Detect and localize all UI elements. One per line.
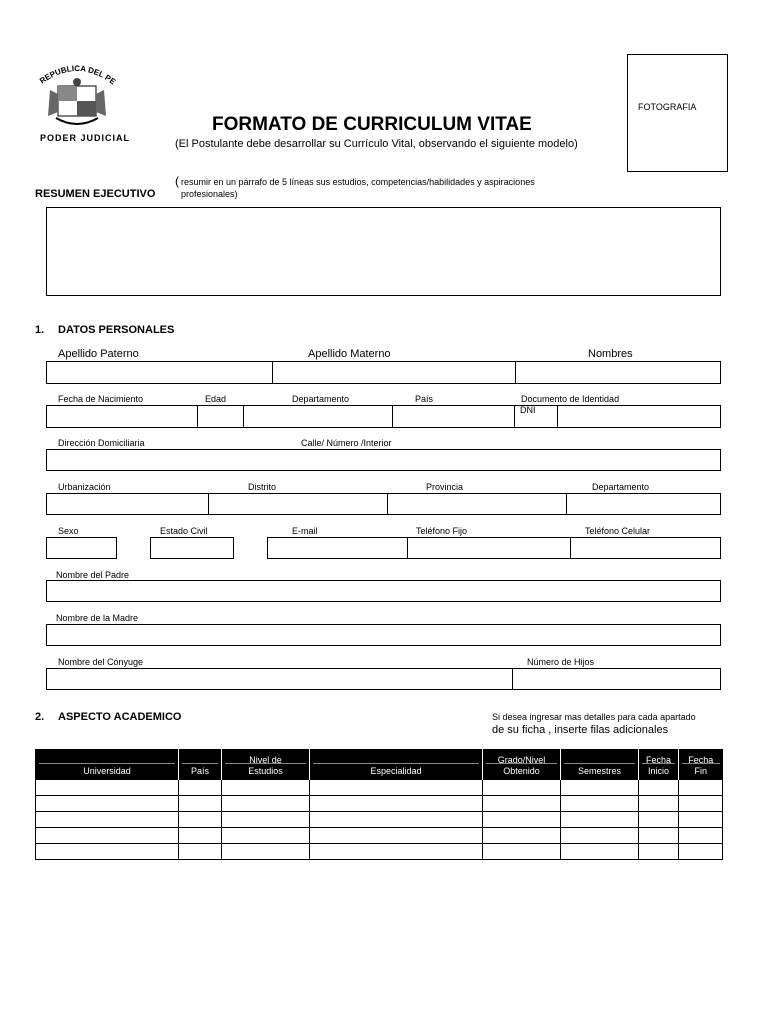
institution-name: PODER JUDICIAL: [40, 133, 131, 143]
resumen-instruction-line2: profesionales): [181, 189, 238, 199]
table-cell[interactable]: [561, 780, 639, 796]
table-cell[interactable]: [222, 780, 310, 796]
page-title: FORMATO DE CURRICULUM VITAE: [212, 114, 532, 135]
dni-input[interactable]: [558, 406, 720, 427]
photo-box[interactable]: [627, 54, 728, 172]
table-cell[interactable]: [179, 828, 222, 844]
table-row: [36, 796, 723, 812]
table-cell[interactable]: [310, 780, 483, 796]
table-row: [36, 828, 723, 844]
departamento2-label: Departamento: [592, 482, 650, 492]
table-cell[interactable]: [310, 844, 483, 860]
table-cell[interactable]: [36, 796, 179, 812]
table-cell[interactable]: [639, 780, 679, 796]
academic-col-header: [222, 749, 310, 780]
telefono-celular-input[interactable]: [571, 538, 720, 558]
table-cell[interactable]: [483, 844, 561, 860]
resumen-textarea[interactable]: [46, 207, 721, 296]
academic-col-header-line1: Grado/Nivel: [497, 755, 546, 765]
nombre-conyuge-label: Nombre del Cónyuge: [58, 657, 144, 667]
table-cell[interactable]: [679, 828, 723, 844]
apellido-paterno-label: Apellido Paterno: [58, 348, 139, 360]
pais-label: País: [415, 394, 434, 404]
academic-col-header-line1: Fecha: [688, 755, 714, 765]
table-row: [36, 844, 723, 860]
section-1-number: 1.: [35, 324, 45, 336]
academic-note-line2: de su ficha , inserte filas adicionales: [492, 724, 669, 736]
table-cell[interactable]: [483, 780, 561, 796]
fecha-nacimiento-label: Fecha de Nacimiento: [58, 394, 144, 404]
email-input[interactable]: [268, 538, 406, 558]
table-cell[interactable]: [179, 780, 222, 796]
provincia-input[interactable]: [388, 494, 566, 514]
table-cell[interactable]: [561, 828, 639, 844]
nombre-madre-label: Nombre de la Madre: [56, 613, 139, 623]
academic-col-header-line2: Semestres: [577, 766, 621, 776]
distrito-input[interactable]: [209, 494, 387, 514]
section-2-heading: ASPECTO ACADEMICO: [58, 711, 182, 723]
academic-col-header: [483, 749, 561, 780]
apellido-paterno-input[interactable]: [47, 362, 271, 383]
table-cell[interactable]: [679, 796, 723, 812]
sexo-input[interactable]: [46, 537, 117, 559]
estado-civil-label: Estado Civil: [160, 526, 208, 536]
urbanizacion-input[interactable]: [47, 494, 207, 514]
section-1-heading: DATOS PERSONALES: [58, 324, 175, 336]
urbanizacion-label: Urbanización: [58, 482, 111, 492]
direccion-label: Dirección Domiciliaria: [58, 438, 145, 448]
academic-col-header-line2: Especialidad: [370, 766, 422, 776]
academic-table-header: [36, 749, 723, 780]
telefono-celular-label: Teléfono Celular: [585, 526, 651, 536]
academic-col-header-line2: Estudios: [248, 766, 283, 776]
table-cell[interactable]: [639, 796, 679, 812]
page-subtitle: (El Postulante debe desarrollar su Currículo Vital, observando el siguiente modelo): [175, 138, 578, 150]
academic-col-header-line2: Universidad: [83, 766, 131, 776]
fecha-nacimiento-input[interactable]: [47, 406, 196, 427]
table-cell[interactable]: [679, 780, 723, 796]
sexo-label: Sexo: [58, 526, 79, 536]
apellido-materno-label: Apellido Materno: [308, 348, 391, 360]
academic-col-header: [36, 749, 179, 780]
email-label: E-mail: [292, 526, 318, 536]
section-2-number: 2.: [35, 711, 45, 723]
table-cell[interactable]: [639, 812, 679, 828]
academic-col-header-line2: País: [190, 766, 209, 776]
table-cell[interactable]: [222, 844, 310, 860]
calle-label: Calle/ Número /Interior: [301, 438, 392, 448]
academic-col-header-line1: Fecha: [645, 755, 671, 765]
academic-col-header-line2: Inicio: [647, 766, 669, 776]
table-cell[interactable]: [222, 812, 310, 828]
table-row: [36, 780, 723, 796]
departamento-label: Departamento: [292, 394, 350, 404]
academic-col-header-line2: Obtenido: [503, 766, 540, 776]
table-cell[interactable]: [310, 828, 483, 844]
nombre-conyuge-input[interactable]: [47, 669, 511, 689]
academic-col-header: [639, 749, 679, 780]
apellido-materno-input[interactable]: [272, 362, 514, 383]
table-cell[interactable]: [222, 828, 310, 844]
nombre-madre-input[interactable]: [46, 624, 721, 646]
table-cell[interactable]: [179, 844, 222, 860]
direccion-input[interactable]: [46, 449, 721, 471]
departamento-input[interactable]: [244, 406, 392, 427]
table-cell[interactable]: [36, 812, 179, 828]
resumen-paren: (: [175, 174, 179, 188]
telefono-fijo-label: Teléfono Fijo: [416, 526, 468, 536]
table-cell[interactable]: [639, 828, 679, 844]
table-cell[interactable]: [561, 796, 639, 812]
departamento2-input[interactable]: [567, 494, 720, 514]
table-cell[interactable]: [483, 828, 561, 844]
provincia-label: Provincia: [426, 482, 464, 492]
dni-label: DNI: [520, 405, 536, 415]
nombre-padre-input[interactable]: [46, 580, 721, 602]
table-row: [36, 812, 723, 828]
academic-note-line1: Si desea ingresar mas detalles para cada apartado: [492, 712, 696, 722]
svg-text:REPUBLICA DEL PERU: REPUBLICA DEL PE: [38, 63, 118, 87]
table-cell[interactable]: [310, 812, 483, 828]
table-cell[interactable]: [561, 844, 639, 860]
numero-hijos-input[interactable]: [513, 669, 720, 689]
table-cell[interactable]: [483, 812, 561, 828]
table-cell[interactable]: [679, 844, 723, 860]
academic-col-header: [179, 749, 222, 780]
academic-col-header: [679, 749, 723, 780]
academic-col-header-line2: Fin: [694, 766, 707, 776]
table-cell[interactable]: [179, 796, 222, 812]
photo-label: FOTOGRAFIA: [638, 102, 697, 112]
table-cell[interactable]: [179, 812, 222, 828]
documento-identidad-label: Documento de Identidad: [521, 394, 620, 404]
table-cell[interactable]: [483, 796, 561, 812]
edad-input[interactable]: [198, 406, 243, 427]
table-cell[interactable]: [222, 796, 310, 812]
edad-label: Edad: [205, 394, 227, 404]
nombres-input[interactable]: [515, 362, 720, 383]
academic-table: [35, 749, 723, 860]
table-cell[interactable]: [36, 780, 179, 796]
nombre-padre-label: Nombre del Padre: [56, 570, 130, 580]
estado-civil-input[interactable]: [150, 537, 234, 559]
resumen-instruction-line1: resumir en un párrafo de 5 líneas sus estudios, competencias/habilidades y aspiraciones: [181, 177, 535, 187]
table-cell[interactable]: [36, 844, 179, 860]
table-cell[interactable]: [639, 844, 679, 860]
numero-hijos-label: Número de Hijos: [527, 657, 595, 667]
table-cell[interactable]: [36, 828, 179, 844]
nombres-label: Nombres: [588, 348, 633, 360]
table-cell[interactable]: [561, 812, 639, 828]
distrito-label: Distrito: [248, 482, 277, 492]
judicial-seal-logo: [36, 62, 118, 132]
academic-col-header: [310, 749, 483, 780]
academic-col-header-line1: Nivel de: [249, 755, 282, 765]
table-cell[interactable]: [679, 812, 723, 828]
academic-col-header: [561, 749, 639, 780]
telefono-fijo-input[interactable]: [408, 538, 569, 558]
resumen-label: RESUMEN EJECUTIVO: [35, 188, 156, 200]
pais-input[interactable]: [393, 406, 513, 427]
table-cell[interactable]: [310, 796, 483, 812]
